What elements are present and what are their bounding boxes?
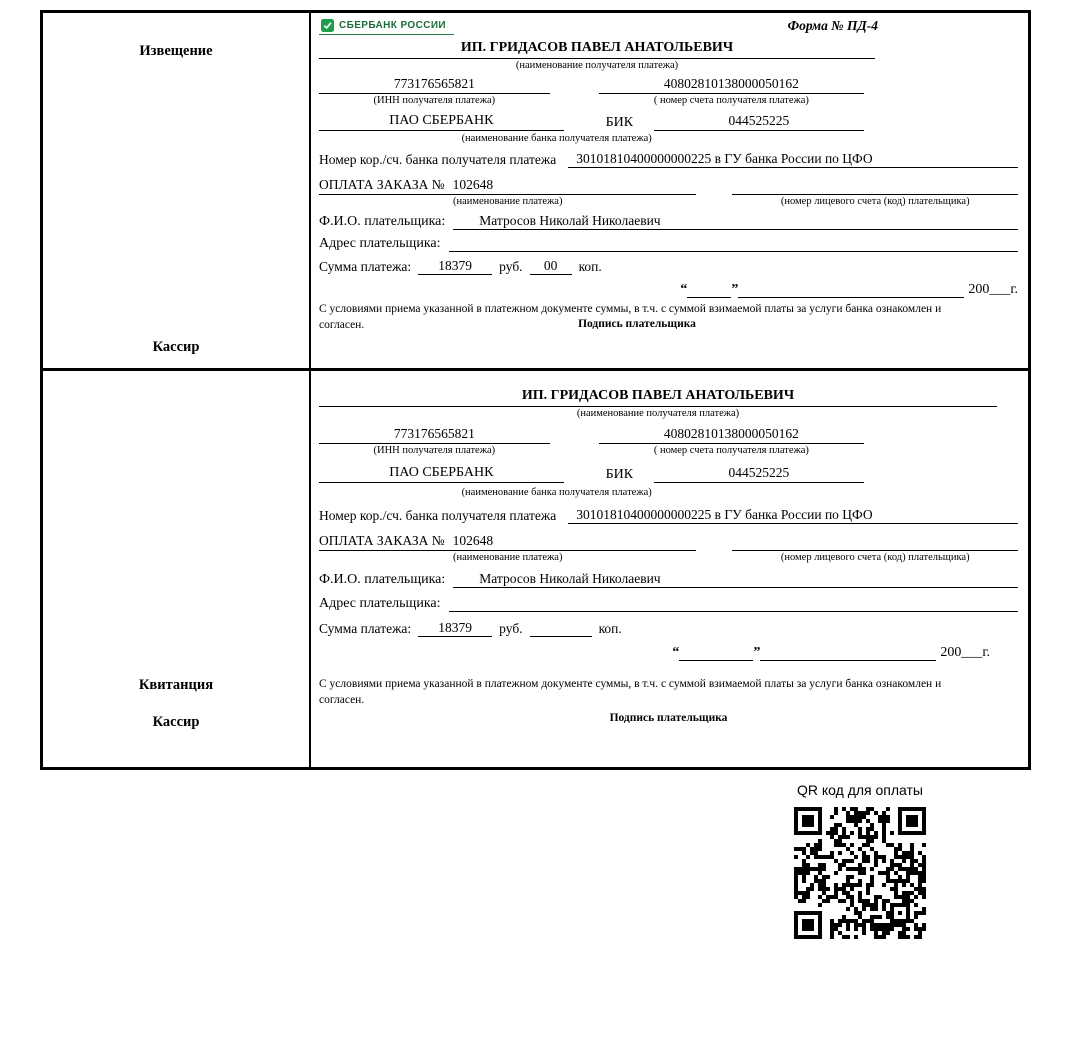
amount-label: Сумма платежа: <box>319 259 412 274</box>
payer-address-label: Адрес плательщика: <box>319 236 441 251</box>
date-row <box>319 282 1018 298</box>
bik-label: БИК <box>605 467 634 482</box>
personal-account-line <box>732 181 1018 195</box>
sberbank-logo-text: СБЕРБАНК РОССИИ <box>339 20 447 31</box>
corr-account-label: Номер кор./сч. банка получателя платежа <box>319 152 557 167</box>
recipient-name: ИП. ГРИДАСОВ ПАВЕЛ АНАТОЛЬЕВИЧ <box>319 40 875 59</box>
payer-address-value <box>449 237 1018 252</box>
purpose-caption: (наименование платежа) <box>452 196 563 207</box>
corr-account-value: 30101810400000000225 в ГУ банка России по ЦФО <box>568 151 1018 168</box>
inn-value: 773176565821 <box>319 76 550 94</box>
payment-captions <box>319 552 1018 563</box>
date-year: 200___г. <box>968 282 1018 297</box>
agreement-text: С условиями приема указанной в платежном документе суммы, в т.ч. с суммой взимаемой платы за услуги банка ознакомлен и согласен. <box>319 303 942 331</box>
bank-caption: (наименование банка получателя платежа) <box>461 487 652 498</box>
date-month-blank <box>760 647 936 661</box>
cashier-label: Кассир <box>152 714 200 730</box>
sberbank-logo <box>319 18 454 35</box>
amount-row <box>319 620 1018 637</box>
date-row <box>319 645 990 661</box>
inn-caption: (ИНН получателя платежа) <box>373 95 496 106</box>
corr-account-row <box>319 507 1018 524</box>
account-value: 40802810138000050162 <box>599 76 865 94</box>
payer-name-value: Матросов Николай Николаевич <box>453 571 1018 588</box>
close-quote: ” <box>731 282 739 297</box>
payer-address-label: Адрес плательщика: <box>319 596 441 611</box>
order-number: 102648 <box>452 533 494 548</box>
order-number: 102648 <box>452 177 494 192</box>
qr-code <box>794 807 926 939</box>
date-day-blank <box>679 647 753 661</box>
bank-row <box>319 113 1018 131</box>
corr-account-label: Номер кор./сч. банка получателя платежа <box>319 508 557 523</box>
form-number: Форма № ПД-4 <box>787 18 878 33</box>
bik-value: 044525225 <box>654 465 864 483</box>
bank-name: ПАО СБЕРБАНК <box>319 113 564 131</box>
inn-account-captions <box>319 95 1018 106</box>
receipt-body <box>311 371 1028 767</box>
payer-address-value <box>449 597 1018 612</box>
personal-caption: (номер лицевого счета (код) плательщика) <box>780 196 970 207</box>
inn-account-row <box>319 426 1018 444</box>
personal-account-line <box>732 537 1018 551</box>
receipt-left-column <box>43 371 311 767</box>
payment-purpose-row <box>319 533 1018 551</box>
notice-header-row <box>319 18 1018 40</box>
qr-caption: QR код для оплаты <box>796 782 923 798</box>
payment-purpose <box>319 533 696 551</box>
rubles-label: руб. <box>499 621 523 636</box>
inn-account-captions <box>319 445 1018 456</box>
amount-label: Сумма платежа: <box>319 621 412 636</box>
notice-section <box>43 13 1028 371</box>
payer-name-row <box>319 213 1018 230</box>
inn-value: 773176565821 <box>319 426 550 444</box>
amount-row <box>319 258 1018 275</box>
inn-caption: (ИНН получателя платежа) <box>373 445 496 456</box>
payer-address-row <box>319 596 1018 612</box>
date-month-blank <box>738 284 964 298</box>
payment-purpose-label: ОПЛАТА ЗАКАЗА № <box>319 177 445 192</box>
payment-purpose <box>319 177 696 195</box>
bank-name: ПАО СБЕРБАНК <box>319 465 564 483</box>
corr-account-value: 30101810400000000225 в ГУ банка России по ЦФО <box>568 507 1018 524</box>
amount-rubles: 18379 <box>418 620 492 637</box>
bank-caption: (наименование банка получателя платежа) <box>461 133 652 144</box>
recipient-name: ИП. ГРИДАСОВ ПАВЕЛ АНАТОЛЬЕВИЧ <box>319 388 997 407</box>
purpose-caption: (наименование платежа) <box>452 552 563 563</box>
rubles-label: руб. <box>499 259 523 274</box>
account-caption: ( номер счета получателя платежа) <box>653 95 809 106</box>
bik-label: БИК <box>605 115 634 130</box>
kopecks-label: коп. <box>598 621 622 636</box>
payer-name-value: Матросов Николай Николаевич <box>453 213 1018 230</box>
recipient-caption: (наименование получателя платежа) <box>515 60 679 71</box>
account-value: 40802810138000050162 <box>599 426 865 444</box>
signature-label: Подпись плательщика <box>609 712 728 725</box>
signature-label: Подпись плательщика <box>578 318 696 331</box>
open-quote: “ <box>672 645 680 660</box>
sberbank-logo-icon <box>321 19 334 32</box>
payer-name-label: Ф.И.О. плательщика: <box>319 214 446 229</box>
receipt-section <box>43 371 1028 767</box>
bank-row <box>319 465 1018 483</box>
payer-name-label: Ф.И.О. плательщика: <box>319 572 446 587</box>
payment-purpose-label: ОПЛАТА ЗАКАЗА № <box>319 533 445 548</box>
agreement-text: С условиями приема указанной в платежном документе суммы, в т.ч. с суммой взимаемой платы за услуги банка ознакомлен и согласен. <box>319 678 942 706</box>
form-border <box>40 10 1031 770</box>
cashier-label: Кассир <box>152 339 200 355</box>
notice-left-column <box>43 13 311 368</box>
personal-caption: (номер лицевого счета (код) плательщика) <box>780 552 970 563</box>
notice-label: Извещение <box>139 43 213 59</box>
bik-value: 044525225 <box>654 113 864 131</box>
open-quote: “ <box>680 282 688 297</box>
payment-captions <box>319 196 1018 207</box>
close-quote: ” <box>753 645 761 660</box>
kopecks-label: коп. <box>578 259 602 274</box>
amount-rubles: 18379 <box>418 258 492 275</box>
inn-account-row <box>319 76 1018 94</box>
qr-block <box>786 782 934 939</box>
date-day-blank <box>687 284 731 298</box>
payer-address-row <box>319 236 1018 252</box>
account-caption: ( номер счета получателя платежа) <box>653 445 809 456</box>
corr-account-row <box>319 151 1018 168</box>
date-year: 200___г. <box>940 645 990 660</box>
notice-body <box>311 13 1028 368</box>
amount-kopecks <box>530 636 592 637</box>
payment-purpose-row <box>319 177 1018 195</box>
payer-name-row <box>319 571 1018 588</box>
receipt-label: Квитанция <box>138 677 214 693</box>
amount-kopecks: 00 <box>530 258 572 275</box>
recipient-caption: (наименование получателя платежа) <box>576 408 740 419</box>
